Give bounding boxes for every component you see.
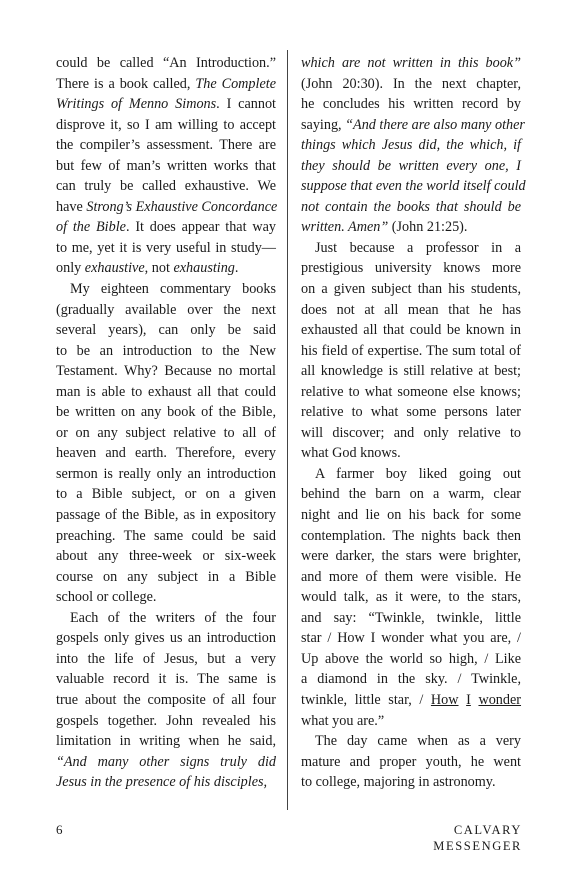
text-line [56,341,276,362]
text-run: which are not written in this book” [301,55,521,71]
text-run: relative to what some persons later [301,404,521,421]
text-run: limitation in writing when he said, [56,733,276,750]
text-line [301,74,521,95]
text-run: and more of them were visible. He [301,568,521,585]
text-line [301,53,521,74]
text-run: does not at all mean that he has [301,301,521,318]
text-run: heaven and earth. Therefore, every [56,445,276,462]
text-line [56,320,276,341]
text-run: relative to what someone else knows; [301,383,521,400]
text-line [56,361,276,382]
text-run: exhausted all that could be known in [301,322,521,339]
text-line [56,752,276,773]
text-line [301,649,521,670]
text-line [56,238,276,259]
text-line [301,300,521,321]
text-line [56,258,276,279]
text-line [301,484,521,505]
text-run: twinkle, little star, / [301,691,431,708]
text-line [301,258,521,279]
text-line [56,135,276,156]
text-run: disprove it, so I am willing to accept [56,116,276,133]
text-run: of the Bible [56,219,126,236]
text-run: sermon is really only an introduction [56,465,276,482]
text-line [301,505,521,526]
text-run: have [56,198,87,215]
text-line [56,74,276,95]
text-line [301,731,521,752]
text-run: . [234,260,239,277]
text-run: exhaustive [84,260,145,277]
text-run: were darker, the stars were brighter, [301,548,521,565]
text-line [301,752,521,773]
text-line [56,464,276,485]
text-line [301,546,521,567]
text-line [301,669,521,690]
text-run: will discover; and only relative to [301,424,521,441]
text-line [301,320,521,341]
text-line [56,772,276,793]
text-run: The Complete [195,75,276,92]
text-run: school or college. [56,589,157,606]
text-line [56,628,276,649]
text-run: the compiler’s assessment. There are [56,137,276,154]
text-line [301,608,521,629]
text-run: contemplation. The nights back then [301,527,521,544]
text-run: (John 21:25). [388,219,468,236]
text-run: valuable record it is. The same is [56,671,276,688]
text-run: , not [144,260,174,277]
text-run: man is able to exhaust all that could [56,383,276,400]
text-line [301,587,521,608]
text-run: exhausting [173,260,235,277]
text-run: prestigious university knows more [301,260,521,277]
text-run: would talk, as it were, to the stars, [301,589,521,606]
text-line [301,156,521,177]
text-run: on a given subject than his students, [301,281,521,298]
text-run: saying, [301,116,346,133]
text-run: but few of man’s written works that [56,157,276,174]
column-divider [287,50,288,810]
text-line [301,135,521,156]
text-run: into the life of Jesus, but a very [56,650,276,667]
text-run: all knowledge is still relative at best; [301,363,521,380]
text-line [56,567,276,588]
text-run: A farmer boy liked going out [315,465,521,482]
text-line [56,587,276,608]
text-run: mature and proper youth, he went [301,753,521,770]
text-run: . It does appear that way [125,219,276,236]
text-line [301,115,525,136]
text-run: they should be written every one, I [301,157,521,174]
text-line [301,690,521,711]
text-run: Strong’s Exhaustive Concordance [86,198,278,215]
left-column [56,53,276,793]
text-run: or on any subject relative to all of [56,424,276,441]
text-line [56,649,276,670]
text-run: wonder [478,691,522,708]
text-line [56,608,276,629]
text-run: How [430,691,459,708]
text-line [56,423,276,444]
text-run: several years), can only be said [56,322,276,339]
text-line [301,94,521,115]
text-line [56,382,276,403]
text-line [56,156,276,177]
text-run: The day came when as a very [315,733,521,750]
text-run: and say: “Twinkle, twinkle, little [301,609,521,626]
text-line [56,115,276,136]
text-run [459,692,467,708]
text-run: My eighteen commentary books [70,281,276,298]
text-line [301,402,521,423]
text-run: star / How I wonder what you are, / [301,630,521,647]
text-run: (John 20:30). In the next chapter, [301,75,521,92]
text-run: Writings of Menno Simons [56,96,217,113]
text-line [301,526,521,547]
right-column [301,53,526,793]
text-line [301,628,521,649]
text-run: not contain the books that should be [301,198,521,215]
text-line [56,300,276,321]
text-line [56,53,276,74]
text-run: he concludes his written record by [301,96,521,113]
text-run: “And there are also many other [345,116,525,133]
text-line [56,690,276,711]
text-run: suppose that even the world itself could [301,178,526,195]
text-line [56,526,276,547]
text-run: preaching. The same could be said [56,527,276,544]
text-line [301,279,521,300]
text-run: what you are.” [301,712,385,729]
text-line [301,176,526,197]
text-line [56,505,276,526]
text-run: . I cannot [216,96,277,113]
text-line [56,279,276,300]
text-line [301,217,521,238]
text-run: gospels together. John revealed his [56,712,276,729]
text-run: “And many other signs truly did [56,753,276,770]
text-run: a diamond in the sky. / Twinkle, [301,671,521,688]
text-run: his field of expertise. The sum total of [301,342,521,359]
text-line [301,341,521,362]
page-number: 6 [56,822,63,837]
text-run: be written on any book of the Bible, [56,404,276,421]
text-run: Each of the writers of the four [70,609,276,626]
text-run: to college, majoring in astronomy. [301,774,496,791]
text-run: things which Jesus did, the which, if [301,137,521,154]
running-head: CALVARY MESSENGER [433,823,522,853]
text-run: behind the barn on a warm, clear [301,486,521,503]
text-run: can truly be called exhaustive. We [56,178,276,195]
text-run: what God knows. [301,445,401,462]
text-run: I [466,691,471,708]
text-line [56,217,276,238]
text-run: course on any subject in a Bible [56,568,276,585]
text-run: There is a book called, [56,75,196,92]
text-run: written. Amen” [301,219,389,236]
text-line [56,546,276,567]
text-line [301,711,521,732]
text-run: to me, yet it is very useful in study— [56,239,276,256]
text-line [301,464,521,485]
text-line [301,567,521,588]
text-line [301,423,521,444]
text-line [301,197,521,218]
text-run: Up above the world so high, / Like [301,650,521,667]
text-line [56,669,276,690]
text-run: true about the composite of all four [56,691,276,708]
text-run: about any three-week or six-week [56,548,276,565]
text-run: Testament. Why? Because no mortal [56,363,276,380]
text-line [301,772,521,793]
text-line [56,731,276,752]
text-line [301,443,521,464]
text-run: could be called “An Introduction.” [56,55,276,71]
text-line [56,443,276,464]
text-line [56,197,276,218]
text-run: to a Bible subject, or on a given [56,486,276,503]
text-run: gospels only gives us an introduction [56,630,276,647]
text-run: passage of the Bible, as in expository [56,507,276,524]
text-run: only [56,260,85,277]
text-line [56,94,276,115]
text-run: (gradually available over the next [56,301,276,318]
text-run: night and lie on his back for some [301,507,521,524]
text-line [301,238,521,259]
text-line [301,382,521,403]
text-line [301,361,521,382]
text-line [56,176,276,197]
text-line [56,484,276,505]
text-run: Jesus in the presence of his disciples, [56,774,268,791]
text-line [56,402,276,423]
text-run: Just because a professor in a [315,239,521,256]
text-run: to be an introduction to the New [56,342,276,359]
text-line [56,711,276,732]
